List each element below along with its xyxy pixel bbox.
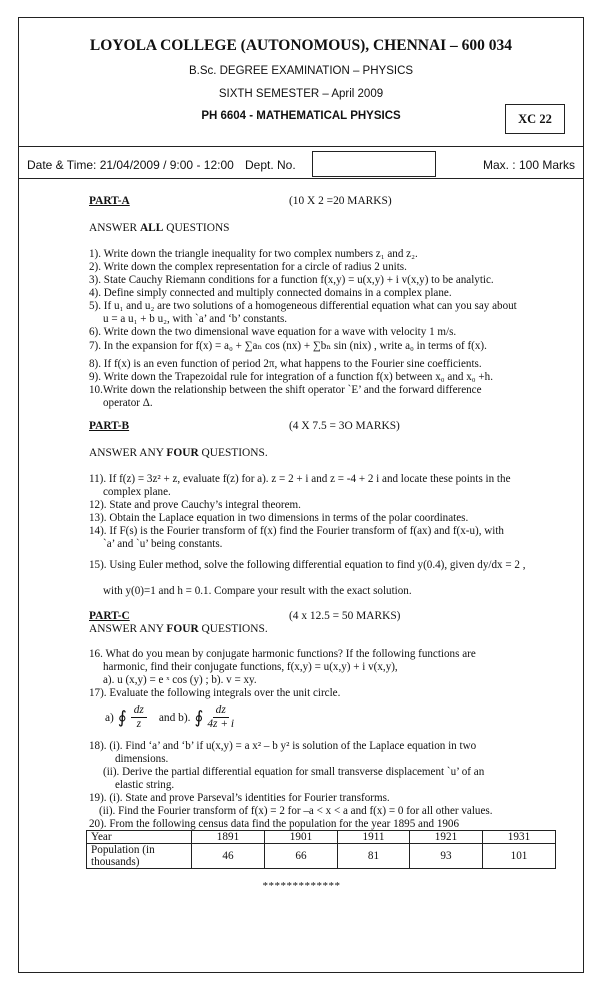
table-cell: 1891 bbox=[192, 831, 265, 844]
table-cell: 1901 bbox=[264, 831, 337, 844]
question-14: 14). If F(s) is the Fourier transform of f(x) find the Fourier transform of f(ax) and f(x-u), with bbox=[89, 525, 504, 537]
paper-code: XC 22 bbox=[518, 111, 552, 126]
contour-integral-icon: ∮ bbox=[117, 707, 127, 727]
max-marks: Max. : 100 Marks bbox=[482, 158, 575, 172]
table-cell: 81 bbox=[337, 844, 409, 869]
question-5-cont: u = a u₁ + b u₂, with `a’ and ‘b’ constants. bbox=[103, 313, 288, 325]
semester-title: SIXTH SEMESTER – April 2009 bbox=[218, 88, 384, 100]
question-16-parts: a). u (x,y) = e ˣ cos (y) ; b). v = xy. bbox=[103, 674, 257, 686]
question-19-ii: (ii). Find the Fourier transform of f(x) = 2 for –a < x < a and f(x) = 0 for all other values. bbox=[99, 805, 493, 817]
part-c-marks: (4 x 12.5 = 50 MARKS) bbox=[289, 610, 401, 622]
end-stars: ************* bbox=[262, 880, 341, 892]
part-c-instruction: ANSWER ANY FOUR QUESTIONS. bbox=[89, 623, 268, 635]
question-15-cont: with y(0)=1 and h = 0.1. Compare your result with the exact solution. bbox=[103, 585, 412, 597]
table-cell: 1931 bbox=[482, 831, 555, 844]
question-16-cont: harmonic, find their conjugate functions, f(x,y) = u(x,y) + i v(x,y), bbox=[103, 661, 398, 673]
contour-integral-icon: ∮ bbox=[194, 707, 204, 727]
question-4: 4). Define simply connected and multiply connected domains in a complex plane. bbox=[89, 287, 452, 299]
part-c-title: PART-C bbox=[89, 610, 130, 622]
question-13: 13). Obtain the Laplace equation in two dimensions in terms of the polar coordinates. bbox=[89, 512, 469, 524]
college-title: LOYOLA COLLEGE (AUTONOMOUS), CHENNAI – 600 034 bbox=[89, 37, 513, 54]
paper-code-box bbox=[505, 104, 565, 134]
question-9: 9). Write down the Trapezoidal rule for integration of a function f(x) between x₀ and x₀ +h. bbox=[89, 371, 493, 383]
divider-bottom bbox=[19, 178, 583, 179]
part-a-title: PART-A bbox=[89, 195, 130, 207]
question-17-integrals bbox=[105, 704, 234, 731]
table-cell: 46 bbox=[192, 844, 265, 869]
question-20: 20). From the following census data find the population for the year 1895 and 1906 bbox=[89, 818, 460, 830]
question-3: 3). State Cauchy Riemann conditions for a function f(x,y) = u(x,y) + i v(x,y) to be analytic. bbox=[89, 274, 494, 286]
integral-a-label: a) bbox=[105, 711, 114, 724]
table-header-row bbox=[87, 831, 556, 844]
question-12: 12). State and prove Cauchy’s integral theorem. bbox=[89, 499, 301, 511]
exam-title: B.Sc. DEGREE EXAMINATION – PHYSICS bbox=[188, 65, 414, 77]
table-cell: 66 bbox=[264, 844, 337, 869]
question-1: 1). Write down the triangle inequality for two complex numbers z₁ and z₂. bbox=[89, 248, 418, 260]
part-b-title: PART-B bbox=[89, 420, 130, 432]
table-cell: 101 bbox=[482, 844, 555, 869]
question-14-cont: `a’ and `u’ being constants. bbox=[103, 538, 223, 550]
question-17: 17). Evaluate the following integrals over the unit circle. bbox=[89, 687, 341, 699]
course-title: PH 6604 - MATHEMATICAL PHYSICS bbox=[201, 110, 401, 122]
date-time: Date & Time: 21/04/2009 / 9:00 - 12:00 bbox=[27, 158, 234, 172]
integral-b-fraction: $\frac{dz}{4z + i}$ bbox=[207, 704, 235, 730]
question-18-cont: dimensions. bbox=[115, 753, 169, 765]
question-5: 5). If u₁ and u₂ are two solutions of a homogeneous differential equation what can you say about bbox=[89, 300, 517, 312]
table-cell: Year bbox=[87, 831, 192, 844]
dept-label: Dept. No. bbox=[245, 158, 296, 172]
part-b-instruction: ANSWER ANY FOUR QUESTIONS. bbox=[89, 447, 268, 459]
integral-a-fraction: $\frac{dz}{z}$ bbox=[131, 704, 147, 731]
table-cell: 1911 bbox=[337, 831, 409, 844]
question-16: 16. What do you mean by conjugate harmonic functions? If the following functions are bbox=[89, 648, 476, 660]
part-b-marks: (4 X 7.5 = 3O MARKS) bbox=[289, 420, 400, 432]
integral-and-label: and b). bbox=[158, 711, 191, 724]
question-10: 10.Write down the relationship between the shift operator `E’ and the forward difference bbox=[89, 384, 482, 396]
dept-number-box[interactable] bbox=[312, 151, 436, 177]
table-cell: 1921 bbox=[410, 831, 483, 844]
question-10-cont: operator Δ. bbox=[103, 397, 153, 409]
question-11: 11). If f(z) = 3z² + z, evaluate f(z) for a). z = 2 + i and z = -4 + 2 i and locate these points in the bbox=[89, 473, 511, 485]
question-18-ii-cont: elastic string. bbox=[115, 779, 175, 791]
table-row bbox=[87, 844, 556, 869]
question-11-cont: complex plane. bbox=[103, 486, 171, 498]
part-a-marks: (10 X 2 =20 MARKS) bbox=[289, 195, 392, 207]
part-a-instruction: ANSWER ALL QUESTIONS bbox=[89, 222, 230, 234]
table-cell: Population (in thousands) bbox=[87, 844, 192, 869]
census-table bbox=[86, 830, 556, 869]
question-7: 7). In the expansion for f(x) = a₀ + ∑aₙ cos (nx) + ∑bₙ sin (nix) , write a₀ in terms of f(x). bbox=[89, 340, 487, 352]
divider-top bbox=[19, 146, 583, 147]
question-15: 15). Using Euler method, solve the following differential equation to find y(0.4), given dy/dx = 2 , bbox=[89, 559, 526, 571]
question-19: 19). (i). State and prove Parseval’s identities for Fourier transforms. bbox=[89, 792, 390, 804]
question-18-ii: (ii). Derive the partial differential equation for small transverse displacement `u’ of an bbox=[103, 766, 485, 778]
question-18: 18). (i). Find ‘a’ and ‘b’ if u(x,y) = a x² – b y² is solution of the Laplace equation in two bbox=[89, 740, 477, 752]
question-6: 6). Write down the two dimensional wave equation for a wave with velocity 1 m/s. bbox=[89, 326, 457, 338]
table-cell: 93 bbox=[410, 844, 483, 869]
question-2: 2). Write down the complex representation for a circle of radius 2 units. bbox=[89, 261, 407, 273]
question-8: 8). If f(x) is an even function of period 2π, what happens to the Fourier sine coefficients. bbox=[89, 358, 482, 370]
